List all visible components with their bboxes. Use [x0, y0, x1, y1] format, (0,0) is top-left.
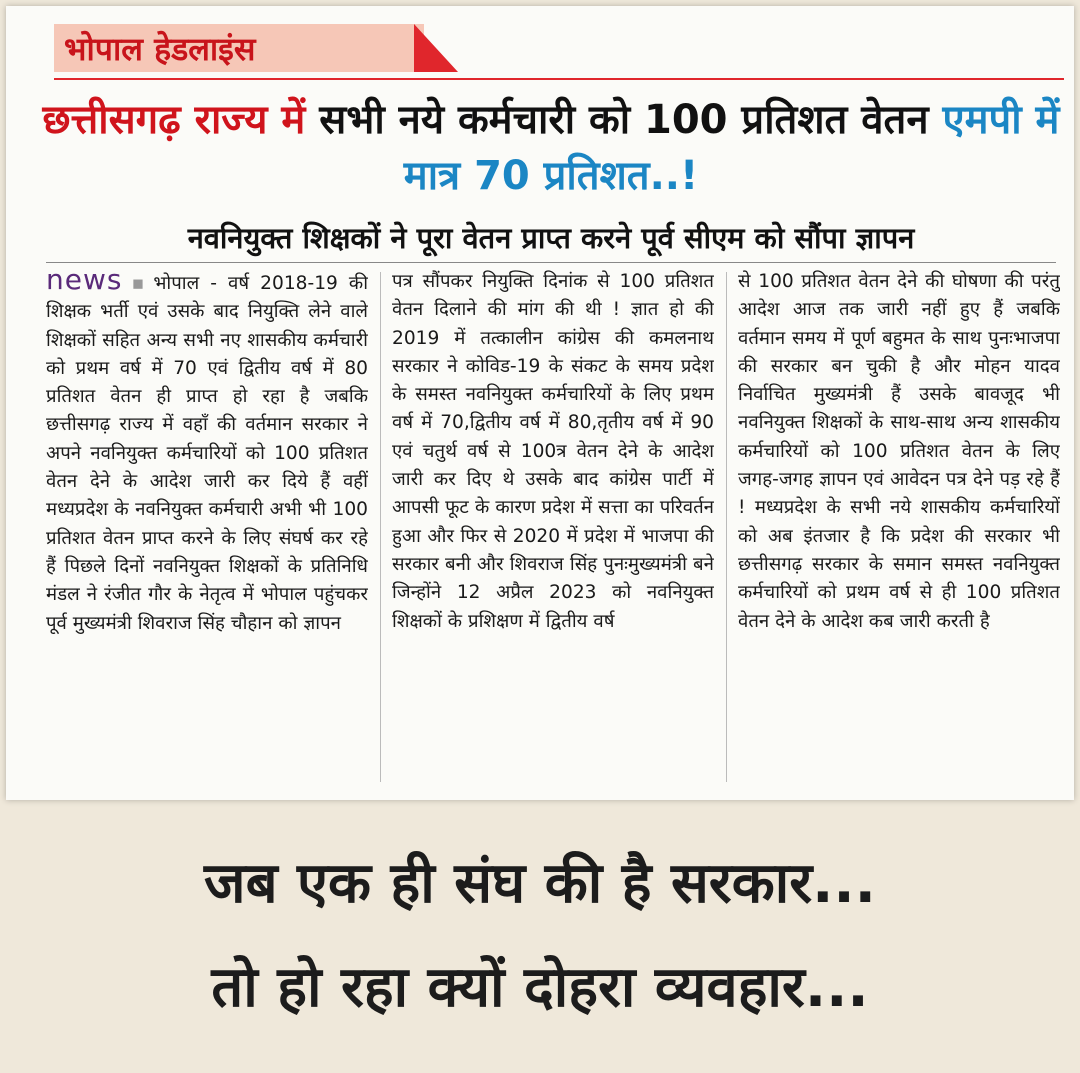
column-divider [380, 272, 381, 782]
slogan [20, 832, 1060, 1040]
slogan-line-1: जब एक ही संघ की है सरकार... [204, 851, 876, 916]
subheadline-rule [46, 262, 1056, 263]
headline-red-part: छत्तीसगढ़ राज्य में [42, 97, 306, 143]
news-tag: news [46, 268, 123, 296]
masthead-rule [54, 78, 1064, 80]
dateline-bullet-icon: ▪ [126, 273, 150, 294]
headline-blue-part: एमपी में मात्र 70 प्रतिशत..! [403, 97, 1060, 199]
subheadline: नवनियुक्त शिक्षकों ने पूरा वेतन प्राप्त करने पूर्व सीएम को सौंपा ज्ञापन [187, 221, 915, 255]
headline-black-part: सभी नये कर्मचारी को 100 प्रतिशत वेतन [319, 97, 929, 143]
column-divider [726, 272, 727, 782]
article-columns [46, 268, 1060, 788]
masthead-label: भोपाल हेडलाइंस [54, 24, 414, 72]
article-column-1-text: भोपाल - वर्ष 2018-19 की शिक्षक भर्ती एवं उसके बाद नियुक्ति लेने वाले शिक्षकों सहित अन्य सभी नए शासकीय कर्मचारी को प्रथम वर्ष में 70 एवं द्वितीय वर्ष में 80 प्रतिशत वेतन ही प्राप्त हो रहा है जबकि छत्तीसगढ़ राज्य में वहाँ की वर्तमान सरकार ने अपने नवनियुक्त कर्मचारियों को 100 प्रतिशत वेतन देने के आदेश जारी कर दिये हैं वहीं मध्यप्रदेश के नवनियुक्त कर्मचारी अभी भी 100 प्रतिशत वेतन प्राप्त करने के लिए संघर्ष कर रहे हैं पिछले दिनों नवनियुक्त शिक्षकों के प्रतिनिधि मंडल ने रंजीत गौर के नेतृत्व में भोपाल पहुंचकर पूर्व मुख्यमंत्री शिवराज सिंह चौहान को ज्ञापन [46, 273, 368, 634]
article-column-3 [738, 268, 1060, 788]
newspaper-clipping [6, 6, 1074, 800]
masthead-wedge [414, 24, 458, 72]
article-column-2-text: पत्र सौंपकर नियुक्ति दिनांक से 100 प्रतिशत वेतन दिलाने की मांग की थी ! ज्ञात हो की 2019 में तत्कालीन कांग्रेस की कमलनाथ सरकार ने कोविड-19 के संकट के समय प्रदेश के समस्त नवनियुक्त कर्मचारियों के लिए प्रथम वर्ष में 70,द्वितीय वर्ष में 80,तृतीय वर्ष में 90 एवं चतुर्थ वर्ष से 100त्र वेतन देने के आदेश जारी कर दिए थे उसके बाद कांग्रेस पार्टी में आपसी फूट के कारण प्रदेश में सत्ता का परिवर्तन हुआ और फिर से 2020 में प्रदेश में भाजपा की सरकार बनी और शिवराज सिंह पुनःमुख्यमंत्री बने जिन्होंने 12 अप्रैल 2023 को नवनियुक्त शिक्षकों के प्रशिक्षण में द्वितीय वर्ष [392, 271, 714, 632]
article-column-3-text: से 100 प्रतिशत वेतन देने की घोषणा की परंतु आदेश आज तक जारी नहीं हुए हैं जबकि वर्तमान समय में पूर्ण बहुमत के साथ पुनःभाजपा की सरकार बन चुकी है और मोहन यादव निर्वाचित मुख्यमंत्री हैं उसके बावजूद भी नवनियुक्त शिक्षकों के साथ-साथ अन्य शासकीय कर्मचारियों को 100 प्रतिशत वेतन के लिए जगह-जगह ज्ञापन एवं आवेदन पत्र देने पड़ रहे हैं ! मध्यप्रदेश के सभी नये शासकीय कर्मचारियों को अब इंतजार है कि प्रदेश की सरकार भी छत्तीसगढ़ सरकार के समान समस्त नवनियुक्त कर्मचारियों को प्रथम वर्ष से ही 100 प्रतिशत वेतन देने के आदेश कब जारी करती है [738, 271, 1060, 632]
article-column-2 [392, 268, 714, 788]
slogan-line-2: तो हो रहा क्यों दोहरा व्यवहार... [211, 955, 869, 1020]
masthead [6, 6, 1074, 80]
article-column-1 [46, 268, 368, 788]
headline [36, 92, 1066, 204]
